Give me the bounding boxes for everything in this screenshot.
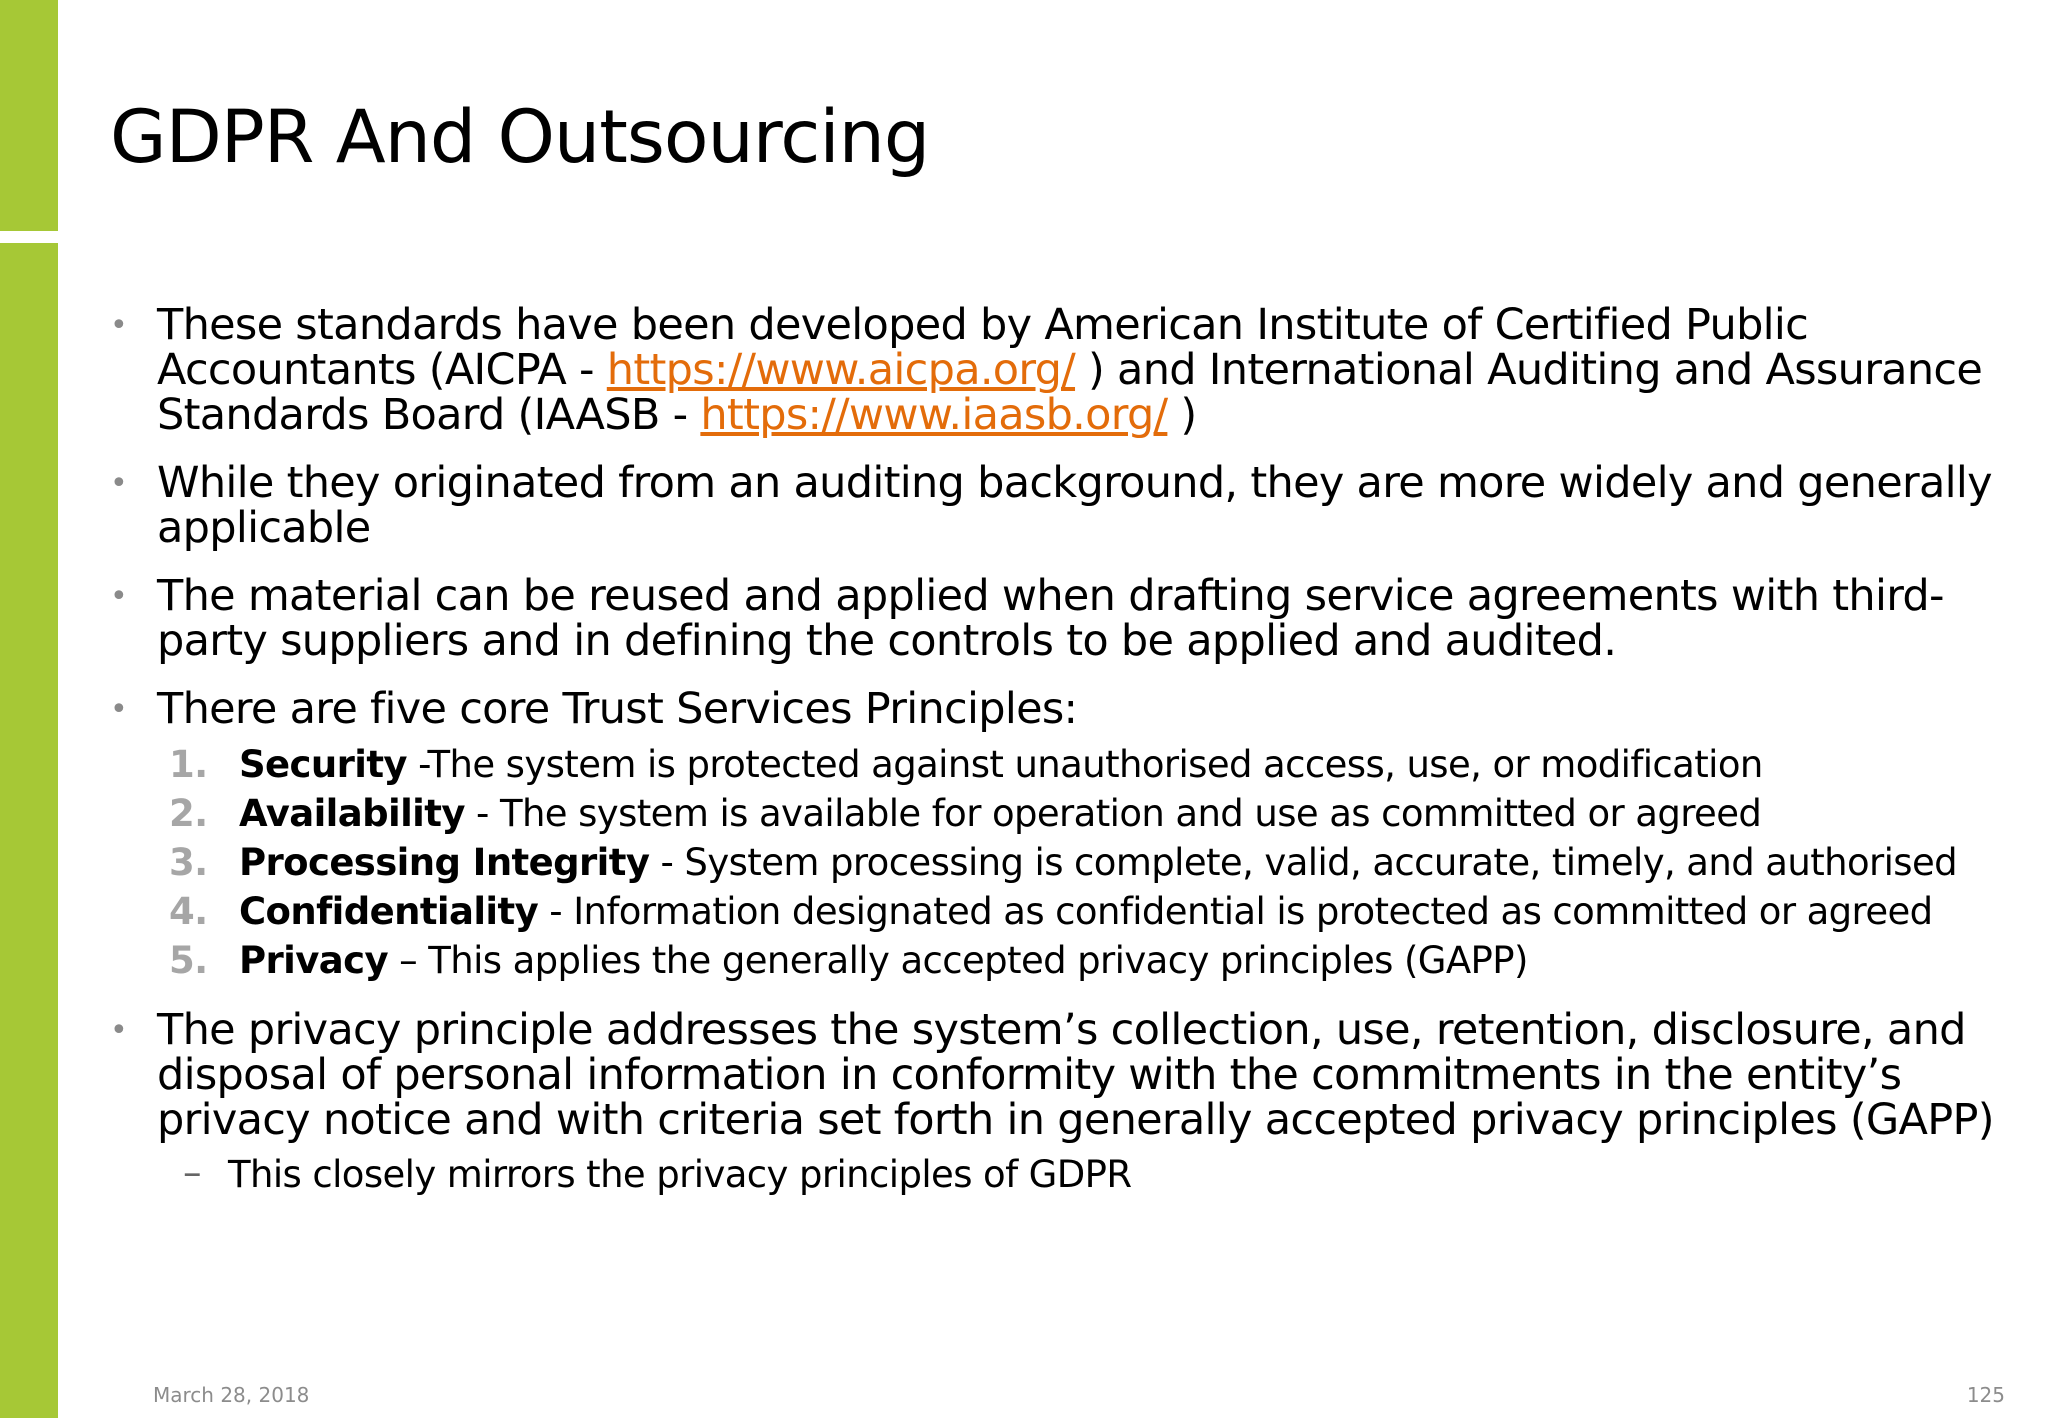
dash-icon: – [183,1151,201,1194]
principle-privacy [157,936,1997,985]
aicpa-link[interactable]: https://www.aicpa.org/ [606,345,1076,395]
bullet-standards-text-2: ) and International Auditing and Assurance Standards Board (IAASB - [157,345,1983,440]
bullet-origin [107,458,1997,553]
principle-processing-integrity [157,838,1997,887]
accent-bar-top [0,0,58,231]
footer-date: March 28, 2018 [153,1383,310,1407]
bullet-privacy-text: The privacy principle addresses the system’s collection, use, retention, disclosure, and disposal of personal information in conformity with the commitments in the entity’s privacy notice and with criteria set forth in generally accepted privacy principles (GAPP) [157,1005,1994,1145]
principle-name: Confidentiality [239,890,539,933]
principle-name: Processing Integrity [239,841,650,884]
principle-desc: -The system is protected against unauthorised access, use, or modification [406,743,1763,786]
slide-title: GDPR And Outsourcing [110,95,930,180]
bullet-icon: • [110,1013,127,1048]
page-number: 125 [1966,1383,2005,1407]
slide-body [107,300,1997,1222]
accent-bar-bottom [0,243,58,1418]
principle-name: Availability [239,792,465,835]
principle-number: 5. [169,939,208,982]
principle-number: 3. [169,841,208,884]
bullet-reuse-text: The material can be reused and applied when drafting service agreements with third-party suppliers and in defining the controls to be applied and audited. [157,571,1944,666]
bullet-principles-text: There are five core Trust Services Principles: [157,684,1078,734]
bullet-icon: • [110,466,127,501]
bullet-list [107,300,1997,1199]
bullet-icon: • [110,579,127,614]
sub-bullet-gdpr [157,1151,1997,1199]
principle-number: 2. [169,792,208,835]
bullet-reuse [107,571,1997,666]
bullet-privacy-principle [107,1005,1997,1199]
principle-desc: - The system is available for operation and use as committed or agreed [464,792,1762,835]
principle-name: Privacy [239,939,388,982]
bullet-standards-text-3: ) [1167,390,1197,440]
bullet-standards [107,300,1997,440]
principle-number: 4. [169,890,208,933]
principle-availability [157,789,1997,838]
bullet-principles [107,684,1997,985]
principle-security [157,740,1997,789]
principle-confidentiality [157,887,1997,936]
principle-name: Security [239,743,407,786]
bullet-icon: • [110,308,127,343]
sub-bullet-gdpr-text: This closely mirrors the privacy principles of GDPR [228,1153,1132,1196]
principles-list [157,740,1997,985]
principle-desc: – This applies the generally accepted privacy principles (GAPP) [388,939,1528,982]
bullet-origin-text: While they originated from an auditing background, they are more widely and generally applicable [157,458,1992,553]
bullet-standards-text-1: These standards have been developed by American Institute of Certified Public Accountants (AICPA - [157,300,1809,395]
principle-number: 1. [169,743,208,786]
iaasb-link[interactable]: https://www.iaasb.org/ [700,390,1168,440]
principle-desc: - System processing is complete, valid, accurate, timely, and authorised [649,841,1958,884]
bullet-icon: • [110,692,127,727]
principle-desc: - Information designated as confidential is protected as committed or agreed [538,890,1933,933]
